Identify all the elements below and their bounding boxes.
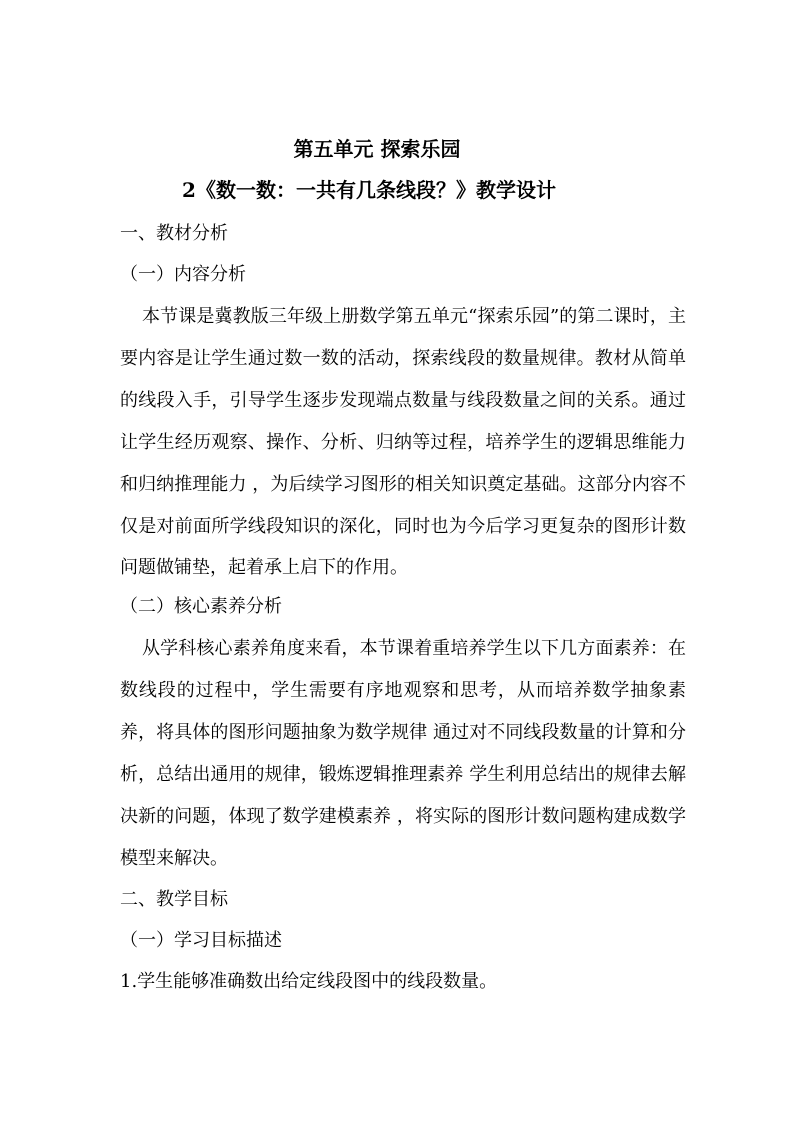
unit-title: 第五单元 探索乐园 [293,137,461,161]
subsection-heading-content-analysis: （一）内容分析 [120,264,246,285]
lesson-title: 2《数一数：一共有几条线段？》教学设计 [182,178,556,202]
subsection-heading-core-literacy: （二）核心素养分析 [120,596,282,617]
content-analysis-paragraph: 本节课是冀教版三年级上册数学第五单元“探索乐园”的第二课时，主要内容是让学生通过数一数的活动，探索线段的数量规律。教材从简单的线段入手，引导学生逐步发现端点数量与线段数量之间的关系。通过让学生经历观察、操作、分析、归纳等过程，培养学生的逻辑思维能力和归纳推理能力 ，为后续学习图形的相关知识奠定基础。这部分内容不仅是对前面所学线段知识的深化，同时也为今后学习更复杂的图形计数问题做铺垫，起着承上启下的作用。 [120,306,686,579]
objective-item-1: 1.学生能够准确数出给定线段图中的线段数量。 [120,971,498,992]
subsection-heading-learning-objectives: （一）学习目标描述 [120,930,282,951]
core-literacy-paragraph: 从学科核心素养角度来看，本节课着重培养学生以下几方面素养：在数线段的过程中，学生需要有序地观察和思考，从而培养数学抽象素养，将具体的图形问题抽象为数学规律 通过对不同线段数量的计算和分析，总结出通用的规律，锻炼逻辑推理素养 学生利用总结出的规律去解决新的问题，体现了数学建模素养 ，将实际的图形计数问题构建成数学模型来解决。 [120,638,686,869]
section-heading-teaching-objectives: 二、教学目标 [120,889,228,910]
section-heading-materials-analysis: 一、教材分析 [120,223,228,244]
